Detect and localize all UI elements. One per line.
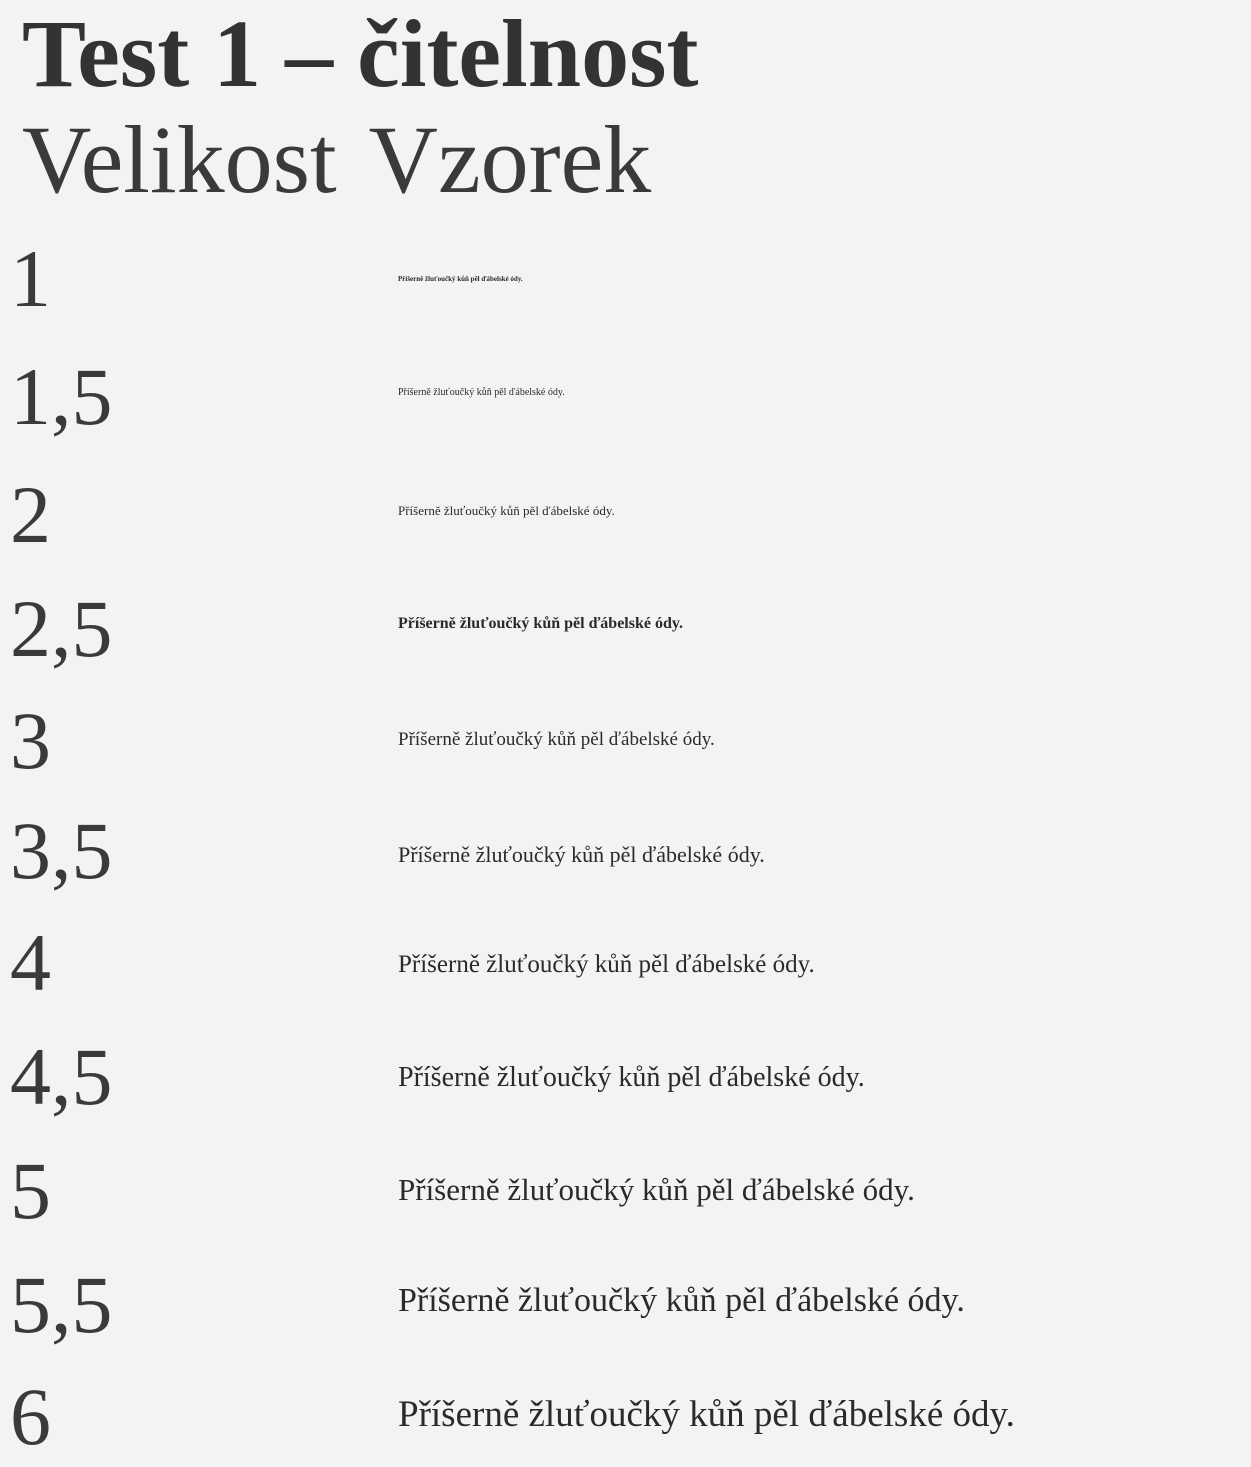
sample-text: Příšerně žluťoučký kůň pěl ďábelské ódy.	[398, 387, 565, 398]
size-value: 1	[10, 233, 51, 324]
size-value: 4	[10, 917, 51, 1008]
size-value: 2,5	[10, 583, 113, 674]
sample-text: Příšerně žluťoučký kůň pěl ďábelské ódy.	[398, 503, 615, 518]
size-value: 3	[10, 695, 51, 786]
size-value: 3,5	[10, 805, 113, 896]
size-column-header: Velikost	[22, 106, 337, 213]
sample-column-header: Vzorek	[368, 106, 652, 213]
page-title: Test 1 – čitelnost	[22, 0, 699, 107]
sample-text: Příšerně žluťoučký kůň pěl ďábelské ódy.	[398, 951, 815, 978]
sample-text: Příšerně žluťoučký kůň pěl ďábelské ódy.	[398, 1172, 915, 1207]
size-value: 5	[10, 1145, 51, 1236]
size-value: 4,5	[10, 1031, 113, 1122]
size-value: 5,5	[10, 1259, 113, 1350]
sample-text: Příšerně žluťoučký kůň pěl ďábelské ódy.	[398, 1282, 965, 1319]
sample-text: Příšerně žluťoučký kůň pěl ďábelské ódy.	[398, 1062, 865, 1093]
size-value: 1,5	[10, 351, 113, 442]
sample-text: Příšerně žluťoučký kůň pěl ďábelské ódy.	[398, 729, 715, 750]
size-value: 2	[10, 469, 51, 560]
sample-text: Příšerně žluťoučký kůň pěl ďábelské ódy.	[398, 842, 765, 867]
sample-text: Příšerně žluťoučký kůň pěl ďábelské ódy.	[398, 1394, 1015, 1435]
sample-text: Příšerně žluťoučký kůň pěl ďábelské ódy.	[398, 275, 523, 283]
table-header	[22, 106, 652, 213]
size-value: 6	[10, 1371, 51, 1462]
sample-text: Příšerně žluťoučký kůň pěl ďábelské ódy.	[398, 615, 683, 632]
